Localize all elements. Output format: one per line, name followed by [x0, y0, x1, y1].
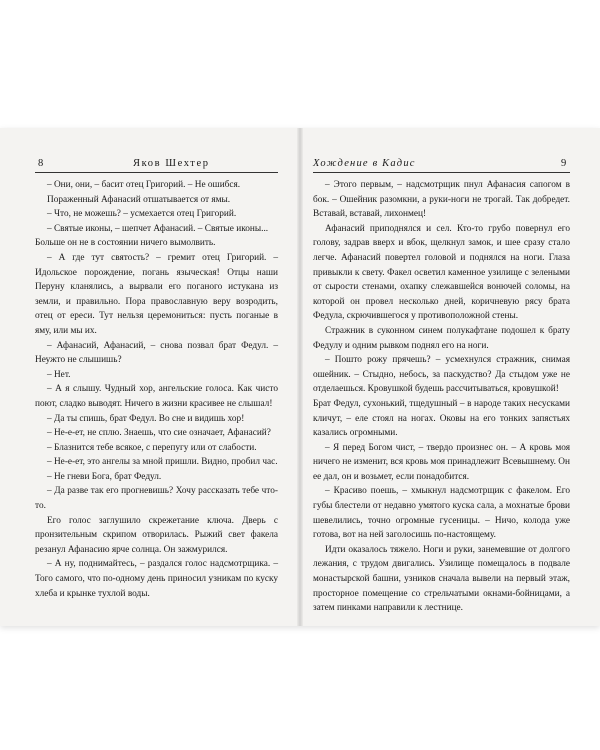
paragraph: – Да ты спишь, брат Федул. Во сне и видишь хор!: [47, 413, 245, 424]
paragraph: – Этого первым, – надсмотрщик пнул Афанасия сапогом в бок. – Ошейник разомкни, а руки-ноги не трогай. Так добредет. Вставай, вставай, лихонмец!: [313, 180, 570, 220]
paragraph: – Они, они, – басит отец Григорий. – Не ошибся.: [47, 180, 241, 190]
paragraph: – Не-е-ет, не сплю. Знаешь, что сие означает, Афанасий?: [47, 428, 271, 439]
paragraph: Идти оказалось тяжело. Ноги и руки, занемевшие от долгого лежания, с трудом двигались. Узилище помещалось в подвале монастырской башни, узников сначала вывели на первый этаж, просторное помещение со стрельчатыми окнами-бойницами, а затем пинками направили к лестнице.: [313, 544, 570, 614]
page-body-left: [35, 178, 278, 601]
paragraph: Больше он не в состоянии ничего вымолвить.: [35, 238, 216, 249]
left-page: [0, 128, 297, 626]
paragraph: – Не-е-ет, это ангелы за мной пришли. Видно, пробил час.: [47, 457, 278, 468]
paragraph: Пораженный Афанасий отшатывается от ямы.: [47, 194, 231, 205]
paragraph: – Пошто рожу прячешь? – усмехнулся стражник, снимая ошейник. – Стыдно, небось, за паскудство? Да стыдом уже не отделаешься. Кровушкой будешь рассчитываться, кровушкой!: [313, 355, 570, 395]
paragraph: Стражник в суконном синем полукафтане подошел к брату Федулу и одним рывком поднял его на ноги.: [313, 325, 570, 351]
paragraph: – Нет.: [47, 369, 71, 380]
header-rule-right: [313, 172, 570, 173]
paragraph: Брат Федул, сухонький, тщедушный – в народе таких несусками кличут, – еле стоял на ногах. Оковы на его тонких запястьях казались огромными.: [313, 398, 570, 439]
running-title-right: Хождение в Кадис: [313, 158, 416, 169]
paragraph: – Не гневи Бога, брат Федул.: [47, 471, 162, 482]
paragraph: – А я слышу. Чудный хор, ангельские голоса. Как чисто поют, сладко выводят. Ничего в жизни красивее не слышал!: [35, 384, 278, 409]
page-number-right: 9: [561, 158, 568, 169]
paragraph: – А ну, поднимайтесь, – раздался голос надсмотрщика. – Того самого, что по-одному день приносил узникам по куску хлеба и крынке тухлой воды.: [35, 559, 278, 599]
paragraph: Афанасий приподнялся и сел. Кто-то грубо повернул его голову, задрав вверх и вбок, щелкнул замок, и шее сразу стало легче. Афанасий повертел головой и поднялся на ноги. Глаза привыкли к свету. Факел осветил каменное узилище с зелеными от сырости стенами, охапку слежавшейся вонючей соломы, на которой он провел несколько дней, коричневую рясу брата Федула, скрючившегося у противоположной стены.: [313, 223, 570, 322]
paragraph: – Я перед Богом чист, – твердо произнес он. – А кровь моя ничего не изменит, вся кровь моя принадлежит Всевышнему. Он ее дал, он и возьмет, если понадобится.: [313, 442, 570, 482]
paragraph: – Святые иконы, – шепчет Афанасий. – Святые иконы...: [47, 223, 269, 234]
header-rule-left: [35, 172, 278, 173]
paragraph: – Что, не можешь? – усмехается отец Григорий.: [47, 209, 237, 220]
book-spread: [0, 128, 600, 626]
paragraph: – Блазнится тебе всякое, с перепугу или от слабости.: [47, 442, 257, 453]
paragraph: Его голос заглушило скрежетание ключа. Дверь с пронзительным скрипом отворилась. Рыжий свет факела резанул Афанасию ярче солнца. Он зажмурился.: [35, 515, 278, 555]
page-number-left: 8: [38, 158, 45, 169]
paragraph: – А где тут святость? – гремит отец Григорий. – Идольское порождение, погань языческая! Отцы наши Перуну кланялись, а вырвали его поганого истукана из земли, и правильно. Пора православную веру возродить, отец от ереси. Тут нельзя церемониться: пусть поганые в яму, или мы их.: [35, 252, 278, 336]
paragraph: – Да разве так его прогневишь? Хочу рассказать тебе что-то.: [35, 486, 278, 512]
right-page: [303, 128, 600, 626]
paragraph: – Афанасий, Афанасий, – снова позвал брат Федул. – Неужто не слышишь?: [35, 340, 278, 366]
paragraph: – Красиво поешь, – хмыкнул надсмотрщик с факелом. Его губы блестели от недавно умятого куска сала, а мохнатые брови шевелились, точно огромные гусеницы. – Ничо, колода уже готова, вот на ней заголосишь по-настоящему.: [313, 486, 570, 541]
page-body-right: [313, 178, 570, 616]
running-title-left: Яков Шехтер: [133, 158, 210, 169]
